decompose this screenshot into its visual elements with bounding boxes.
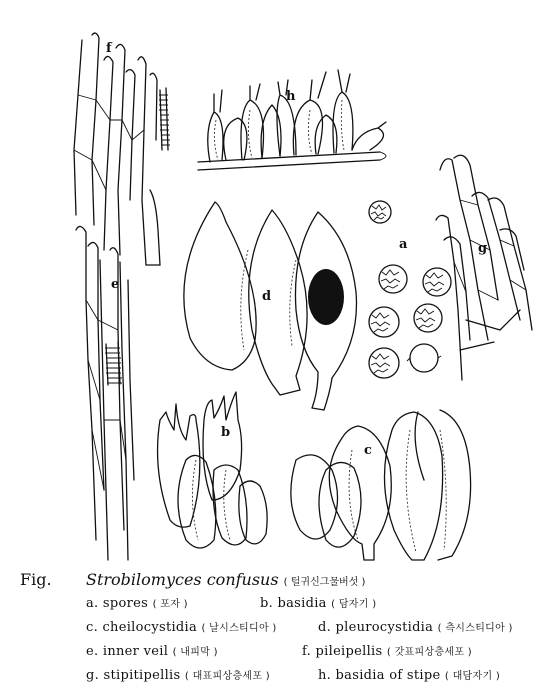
species-name xyxy=(86,570,365,589)
item-korean: ( 대표피상층세포 ) xyxy=(184,671,271,682)
panel-e-inner-veil xyxy=(76,226,134,560)
item-korean: ( 측시스티디아 ) xyxy=(437,623,513,634)
species-korean: ( 털귀신그물버섯 ) xyxy=(283,577,366,588)
item-term: basidia of stipe xyxy=(335,668,441,683)
spore-2 xyxy=(379,265,407,293)
panel-d-pleurocystidia xyxy=(184,202,357,410)
label-g: g xyxy=(478,241,488,256)
item-key: c. xyxy=(86,620,99,635)
caption-item-c xyxy=(86,619,277,635)
caption-item-h xyxy=(318,667,500,683)
spore-3 xyxy=(423,268,451,296)
panel-c-cheilocystidia xyxy=(291,410,471,560)
species-latin: Strobilomyces confusus xyxy=(86,570,279,589)
item-term: pileipellis xyxy=(315,644,383,659)
item-korean: ( 담자기 ) xyxy=(331,599,377,610)
item-term: spores xyxy=(102,596,149,611)
label-e: e xyxy=(111,277,120,292)
label-a: a xyxy=(399,237,408,252)
spore-5 xyxy=(414,304,442,332)
caption-item-a xyxy=(86,595,188,611)
caption-item-e xyxy=(86,643,218,659)
caption-item-g xyxy=(86,667,270,683)
panel-g-stipitipellis xyxy=(436,155,532,380)
label-c: c xyxy=(364,443,372,458)
fig-word: Fig. xyxy=(20,570,52,589)
cystidium-dark-inclusion xyxy=(308,269,344,325)
panel-f-pileipellis xyxy=(74,33,170,265)
item-key: d. xyxy=(318,620,332,635)
item-korean: ( 내피막 ) xyxy=(172,647,218,658)
item-korean: ( 갓표피상층세포 ) xyxy=(386,647,473,658)
label-d: d xyxy=(262,289,272,304)
caption-item-f xyxy=(302,643,472,659)
figure-caption xyxy=(0,570,557,700)
item-key: g. xyxy=(86,668,100,683)
label-f: f xyxy=(106,41,112,56)
item-key: h. xyxy=(318,668,332,683)
item-korean: ( 대담자기 ) xyxy=(444,671,501,682)
panel-a-spores xyxy=(369,201,451,378)
spore-7-smooth xyxy=(407,344,441,372)
item-term: pleurocystidia xyxy=(335,620,434,635)
label-b: b xyxy=(221,425,231,440)
spore-6 xyxy=(369,348,399,378)
item-key: a. xyxy=(86,596,99,611)
item-korean: ( 포자 ) xyxy=(152,599,188,610)
caption-title-row xyxy=(0,570,557,590)
item-korean: ( 날시스티디아 ) xyxy=(201,623,277,634)
item-key: f. xyxy=(302,644,312,659)
item-key: e. xyxy=(86,644,99,659)
panel-h-basidia-of-stipe xyxy=(198,70,386,170)
caption-item-d xyxy=(318,619,513,635)
item-term: cheilocystidia xyxy=(102,620,198,635)
spore-4 xyxy=(369,307,399,337)
item-key: b. xyxy=(260,596,274,611)
panel-b-basidia xyxy=(158,392,268,548)
label-h: h xyxy=(286,89,296,104)
spore-1 xyxy=(369,201,391,223)
item-term: inner veil xyxy=(102,644,169,659)
caption-item-b xyxy=(260,595,376,611)
item-term: stipitipellis xyxy=(103,668,181,683)
item-term: basidia xyxy=(277,596,327,611)
